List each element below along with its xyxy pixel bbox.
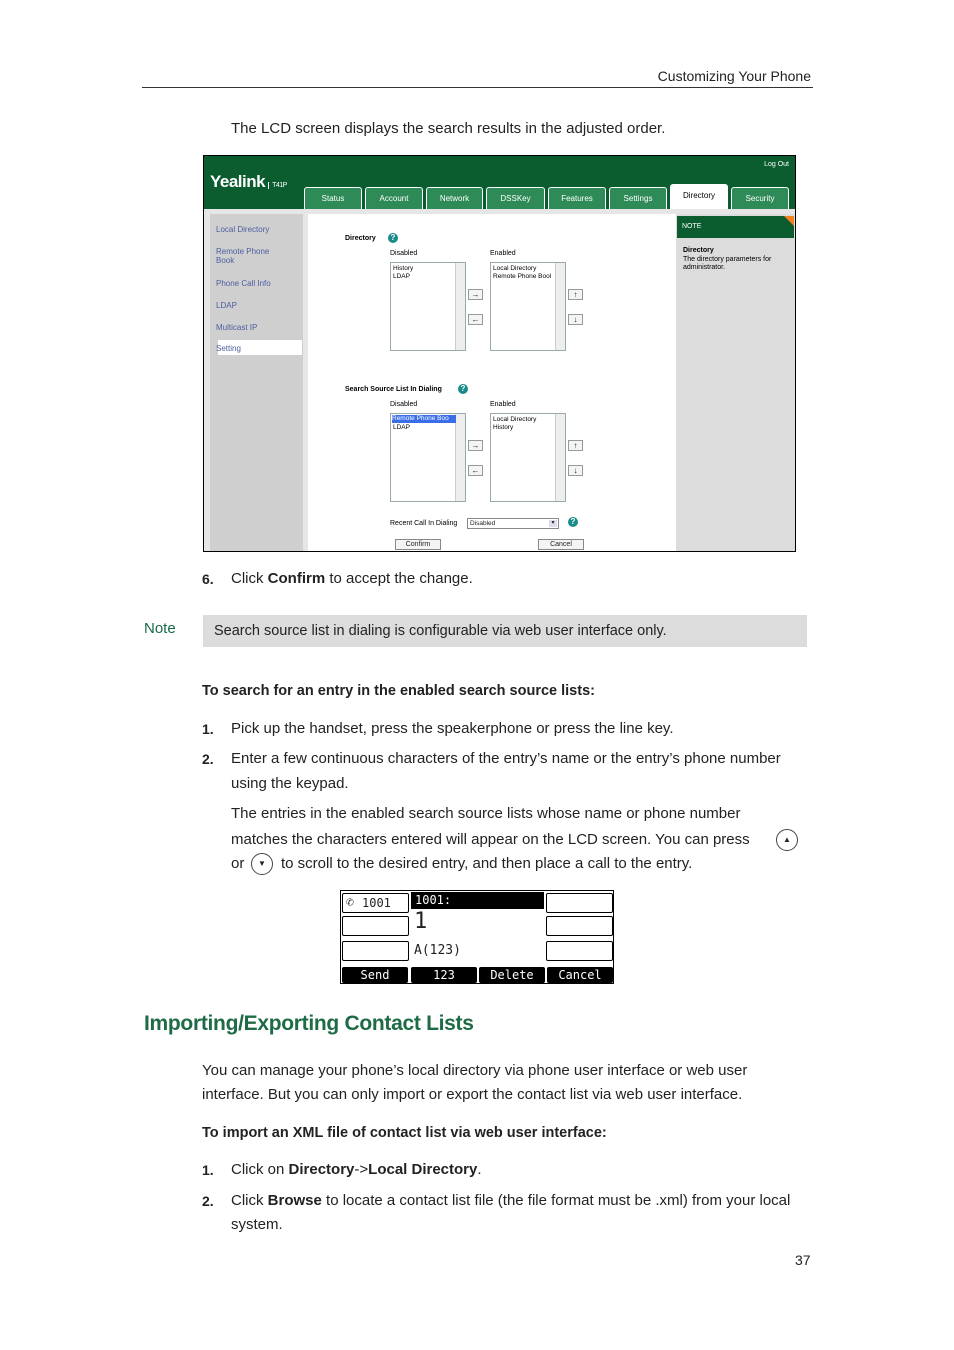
directory-label: Directory bbox=[345, 235, 376, 242]
step-text-cont: using the keypad. bbox=[231, 775, 349, 792]
search-disabled-list[interactable] bbox=[390, 413, 466, 502]
list-item[interactable]: LDAP bbox=[393, 424, 410, 431]
sidebar-item-phone-call-info[interactable]: Phone Call Info bbox=[216, 279, 271, 288]
phone-icon: ✆ bbox=[346, 895, 354, 910]
list-item[interactable]: Remote Phone Bool bbox=[493, 273, 552, 280]
move-down-button[interactable]: ↓ bbox=[568, 465, 583, 476]
paragraph-line: You can manage your phone’s local directory via phone user interface or web user bbox=[202, 1062, 748, 1079]
directory-enabled-list[interactable] bbox=[490, 262, 566, 351]
note-box: Search source list in dialing is configurable via web user interface only. bbox=[203, 615, 807, 647]
sidebar-item-multicast-ip[interactable]: Multicast IP bbox=[216, 323, 258, 332]
help-icon[interactable]: ? bbox=[388, 233, 398, 243]
tab-directory[interactable]: Directory bbox=[670, 184, 728, 209]
list-item[interactable]: History bbox=[393, 265, 414, 272]
paragraph-line: or bbox=[231, 855, 245, 872]
section-title: Importing/Exporting Contact Lists bbox=[144, 1012, 474, 1035]
tab-account[interactable]: Account bbox=[365, 187, 423, 209]
tab-security[interactable]: Security bbox=[731, 187, 789, 209]
procedure-title: To import an XML file of contact list via web user interface: bbox=[202, 1125, 607, 1141]
softkey-send: Send bbox=[342, 967, 408, 983]
sidebar-item-local-directory[interactable]: Local Directory bbox=[216, 225, 270, 234]
paragraph-line: The entries in the enabled search source lists whose name or phone number bbox=[231, 805, 741, 822]
list-item[interactable]: Local Directory bbox=[493, 416, 537, 423]
lcd-empty-key bbox=[342, 916, 409, 936]
down-key-icon: ▼ bbox=[251, 853, 273, 875]
page-number: 37 bbox=[795, 1252, 811, 1268]
list-item[interactable]: Local Directory bbox=[493, 265, 537, 272]
up-key-icon: ▲ bbox=[776, 829, 798, 851]
search-enabled-label: Enabled bbox=[490, 401, 516, 408]
procedure-title: To search for an entry in the enabled search source lists: bbox=[202, 683, 595, 699]
list-item[interactable]: LDAP bbox=[393, 273, 410, 280]
softkey-123: 123 bbox=[411, 967, 477, 983]
note-panel-header: NOTE bbox=[677, 216, 794, 238]
search-enabled-list[interactable] bbox=[490, 413, 566, 502]
tab-network[interactable]: Network bbox=[426, 187, 483, 209]
list-item[interactable]: History bbox=[493, 424, 514, 431]
softkey-cancel: Cancel bbox=[547, 967, 613, 983]
note-panel-body: The directory parameters for administrator. bbox=[683, 256, 772, 271]
sidebar-item-remote-phone-book[interactable]: Remote Phone Book bbox=[216, 247, 270, 265]
directory-disabled-label: Disabled bbox=[390, 250, 418, 257]
step-text: Click on Directory->Local Directory. bbox=[231, 1161, 482, 1178]
paragraph-line: matches the characters entered will appear on the LCD screen. You can press bbox=[231, 831, 750, 848]
paragraph-line: interface. But you can only import or export the contact list via web user interface. bbox=[202, 1086, 743, 1103]
yealink-logo: Yealink T41P bbox=[210, 172, 287, 191]
header-rule bbox=[142, 87, 813, 88]
note-corner-icon bbox=[784, 216, 794, 226]
step-number: 2. bbox=[202, 1193, 214, 1209]
note-label: Note bbox=[144, 620, 176, 637]
step-number: 1. bbox=[202, 1162, 214, 1178]
lcd-empty-key bbox=[546, 916, 613, 936]
step-number: 6. bbox=[202, 571, 214, 587]
step-number: 2. bbox=[202, 751, 214, 767]
tab-status[interactable]: Status bbox=[304, 187, 362, 209]
recent-call-select[interactable]: Disabled ▾ bbox=[467, 518, 559, 529]
chevron-down-icon: ▾ bbox=[549, 520, 557, 527]
move-right-button[interactable]: → bbox=[468, 289, 483, 300]
lcd-input: 1 bbox=[414, 909, 428, 934]
lcd-empty-key bbox=[546, 893, 613, 913]
logout-link[interactable]: Log Out bbox=[764, 161, 789, 168]
running-header: Customizing Your Phone bbox=[657, 68, 811, 84]
softkey-delete: Delete bbox=[479, 967, 545, 983]
lcd-empty-key bbox=[546, 941, 613, 961]
tab-features[interactable]: Features bbox=[548, 187, 606, 209]
move-right-button[interactable]: → bbox=[468, 440, 483, 451]
search-disabled-label: Disabled bbox=[390, 401, 418, 408]
move-up-button[interactable]: ↑ bbox=[568, 440, 583, 451]
step-text: Click Browse to locate a contact list file (the file format must be .xml) from your local bbox=[231, 1192, 791, 1209]
move-left-button[interactable]: ← bbox=[468, 465, 483, 476]
help-icon[interactable]: ? bbox=[568, 517, 578, 527]
lcd-line-key: ✆ 1001 bbox=[342, 893, 409, 913]
lcd-screenshot bbox=[340, 890, 614, 984]
tab-settings[interactable]: Settings bbox=[609, 187, 667, 209]
help-icon[interactable]: ? bbox=[458, 384, 468, 394]
lcd-empty-key bbox=[342, 941, 409, 961]
lcd-title-bar: 1001: bbox=[411, 892, 544, 909]
move-down-button[interactable]: ↓ bbox=[568, 314, 583, 325]
tab-dsskey[interactable]: DSSKey bbox=[486, 187, 545, 209]
note-panel-title: Directory bbox=[683, 247, 714, 254]
search-source-label: Search Source List In Dialing bbox=[345, 386, 442, 393]
move-left-button[interactable]: ← bbox=[468, 314, 483, 325]
lcd-search-result: A(123) bbox=[414, 943, 461, 958]
directory-enabled-label: Enabled bbox=[490, 250, 516, 257]
step-number: 1. bbox=[202, 721, 214, 737]
step-text-cont: system. bbox=[231, 1216, 283, 1233]
step-text: Pick up the handset, press the speakerphone or press the line key. bbox=[231, 720, 674, 737]
recent-call-label: Recent Call In Dialing bbox=[390, 520, 458, 527]
directory-disabled-list[interactable] bbox=[390, 262, 466, 351]
move-up-button[interactable]: ↑ bbox=[568, 289, 583, 300]
sidebar-item-setting[interactable]: Setting bbox=[216, 344, 241, 353]
web-ui-screenshot bbox=[203, 155, 796, 552]
paragraph-line: to scroll to the desired entry, and then place a call to the entry. bbox=[281, 855, 693, 872]
intro-text: The LCD screen displays the search results in the adjusted order. bbox=[231, 120, 666, 137]
list-item-selected[interactable]: Remote Phone Boo bbox=[392, 415, 456, 423]
confirm-button[interactable]: Confirm bbox=[395, 539, 441, 550]
step-text: Enter a few continuous characters of the entry’s name or the entry’s phone number bbox=[231, 750, 781, 767]
step-6-text: Click Confirm to accept the change. bbox=[231, 570, 473, 587]
cancel-button[interactable]: Cancel bbox=[538, 539, 584, 550]
sidebar-item-ldap[interactable]: LDAP bbox=[216, 301, 237, 310]
